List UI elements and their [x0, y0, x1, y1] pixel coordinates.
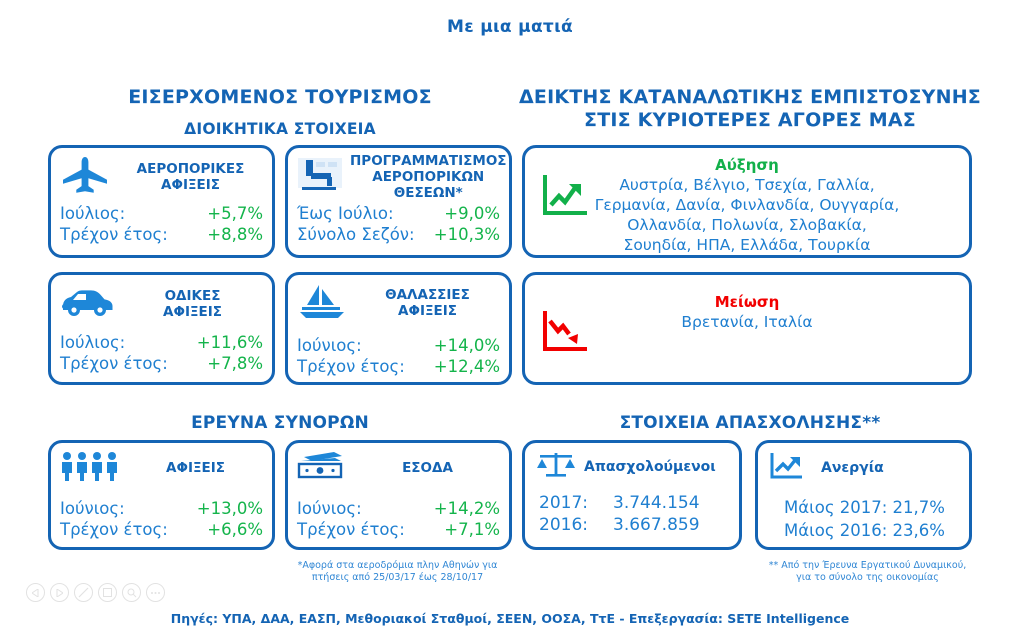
card-confidence-decrease[interactable] — [522, 272, 972, 385]
card-rows — [288, 201, 509, 245]
card-confidence-increase[interactable] — [522, 145, 972, 258]
more-icon[interactable] — [146, 583, 165, 602]
car-icon — [59, 286, 115, 322]
consumer-confidence-line2: ΣΤΙΣ ΚΥΡΙΟΤΕΡΕΣ ΑΓΟΡΕΣ ΜΑΣ — [584, 109, 916, 131]
section-heading-employment: ΣΤΟΙΧΕΙΑ ΑΠΑΣΧΟΛΗΣΗΣ** — [619, 413, 881, 433]
footnote-two-line1: ** Από την Έρευνα Εργατικού Δυναμικού, — [768, 560, 967, 571]
table-row: Ιούνιος: +13,0% — [60, 499, 263, 518]
section-subheading-administrative-data: ΔΙΟΙΚΗΤΙΚΑ ΣΤΟΙΧΕΙΑ — [184, 120, 376, 138]
pen-icon[interactable] — [74, 583, 93, 602]
card-title: ΑΦΙΞΕΙΣ — [166, 460, 225, 476]
table-row: Τρέχον έτος: +6,6% — [60, 520, 263, 539]
table-row: Ιούλιος: +5,7% — [60, 204, 263, 223]
increase-line1: Αυστρία, Βέλγιο, Τσεχία, Γαλλία, — [619, 176, 875, 194]
card-employed[interactable] — [522, 440, 742, 550]
sources-line: Πηγές: ΥΠΑ, ΔΑΑ, ΕΑΣΠ, Μεθοριακοί Σταθμοί, ΣΕΕΝ, ΟΟΣΑ, ΤτΕ - Επεξεργασία: SETE Intelligence — [170, 611, 850, 626]
card-road-arrivals[interactable] — [48, 272, 275, 385]
table-row: Μάιος 2017: 21,7% — [784, 498, 945, 517]
section-heading-inbound-tourism: ΕΙΣΕΡΧΟΜΕΝΟΣ ΤΟΥΡΙΣΜΟΣ — [128, 86, 432, 108]
footnote-two — [745, 560, 990, 584]
table-row: Τρέχον έτος: +7,8% — [60, 354, 263, 373]
employed-rows — [525, 483, 739, 536]
card-rows — [288, 485, 509, 540]
card-air-arrivals[interactable] — [48, 145, 275, 258]
scales-icon — [535, 451, 577, 483]
card-title: ΟΔΙΚΕΣ ΑΦΙΞΕΙΣ — [163, 288, 222, 320]
card-unemployment[interactable] — [755, 440, 972, 550]
save-icon[interactable] — [98, 583, 117, 602]
airplane-seat-icon — [296, 154, 344, 200]
chart-up-icon — [768, 451, 812, 485]
table-row: Μάιος 2016: 23,6% — [784, 521, 945, 540]
decrease-title: Μείωση — [714, 293, 780, 311]
footnote-one — [285, 560, 510, 584]
trend-down-icon — [539, 308, 593, 360]
section-heading-consumer-confidence — [510, 86, 990, 132]
table-row: Τρέχον έτος: +12,4% — [297, 357, 500, 376]
back-icon[interactable] — [26, 583, 45, 602]
card-receipts[interactable] — [285, 440, 512, 550]
footnote-one-line2: πτήσεις από 25/03/17 έως 28/10/17 — [311, 572, 484, 583]
card-air-seat-planning[interactable] — [285, 145, 512, 258]
banknotes-icon — [296, 451, 348, 485]
table-row: Ιούνιος: +14,2% — [297, 499, 500, 518]
forward-icon[interactable] — [50, 583, 69, 602]
consumer-confidence-line1: ΔΕΙΚΤΗΣ ΚΑΤΑΝΑΛΩΤΙΚΗΣ ΕΜΠΙΣΤΟΣΥΝΗΣ — [518, 86, 981, 108]
card-survey-arrivals[interactable] — [48, 440, 275, 550]
card-title: ΠΡΟΓΡΑΜΜΑΤΙΣΜΟΣ ΑΕΡΟΠΟΡΙΚΩΝ ΘΕΣΕΩΝ* — [350, 153, 507, 201]
card-title: ΘΑΛΑΣΣΙΕΣ ΑΦΙΞΕΙΣ — [385, 287, 470, 319]
increase-line3: Ολλανδία, Πολωνία, Σλοβακία, — [627, 216, 867, 234]
page-title: Με μια ματιά — [447, 17, 573, 37]
footnote-two-line2: για το σύνολο της οικονομίας — [796, 572, 939, 583]
section-heading-border-survey: ΕΡΕΥΝΑ ΣΥΝΟΡΩΝ — [191, 413, 369, 433]
sailboat-icon — [296, 283, 348, 323]
people-group-icon — [59, 451, 121, 485]
airplane-icon — [59, 155, 111, 199]
table-row: Έως Ιούλιο: +9,0% — [297, 204, 500, 223]
card-rows — [51, 322, 272, 374]
card-title: ΑΕΡΟΠΟΡΙΚΕΣ ΑΦΙΞΕΙΣ — [136, 161, 245, 193]
table-row: Ιούνιος: +14,0% — [297, 336, 500, 355]
decrease-line1: Βρετανία, Ιταλία — [681, 313, 813, 331]
employed-title: Απασχολούμενοι — [584, 459, 716, 475]
increase-line4: Σουηδία, ΗΠΑ, Ελλάδα, Τουρκία — [623, 236, 871, 254]
unemployment-rows — [758, 485, 969, 542]
footnote-one-line1: *Αφορά στα αεροδρόμια πλην Αθηνών για — [297, 560, 498, 571]
unemployment-title: Ανεργία — [821, 460, 884, 476]
table-row: Τρέχον έτος: +8,8% — [60, 225, 263, 244]
trend-up-icon — [539, 172, 593, 224]
search-icon[interactable] — [122, 583, 141, 602]
table-row: 2017: 3.744.154 — [539, 493, 700, 513]
table-row: 2016: 3.667.859 — [539, 515, 700, 535]
card-title: ΕΣΟΔΑ — [402, 460, 453, 476]
card-rows — [51, 199, 272, 245]
floating-toolbar[interactable] — [26, 583, 165, 602]
card-sea-arrivals[interactable] — [285, 272, 512, 385]
table-row: Σύνολο Σεζόν: +10,3% — [297, 225, 500, 244]
increase-line2: Γερμανία, Δανία, Φινλανδία, Ουγγαρία, — [594, 196, 900, 214]
table-row: Τρέχον έτος: +7,1% — [297, 520, 500, 539]
card-rows — [51, 485, 272, 540]
increase-title: Αύξηση — [715, 156, 779, 174]
table-row: Ιούλιος: +11,6% — [60, 333, 263, 352]
card-rows — [288, 323, 509, 377]
